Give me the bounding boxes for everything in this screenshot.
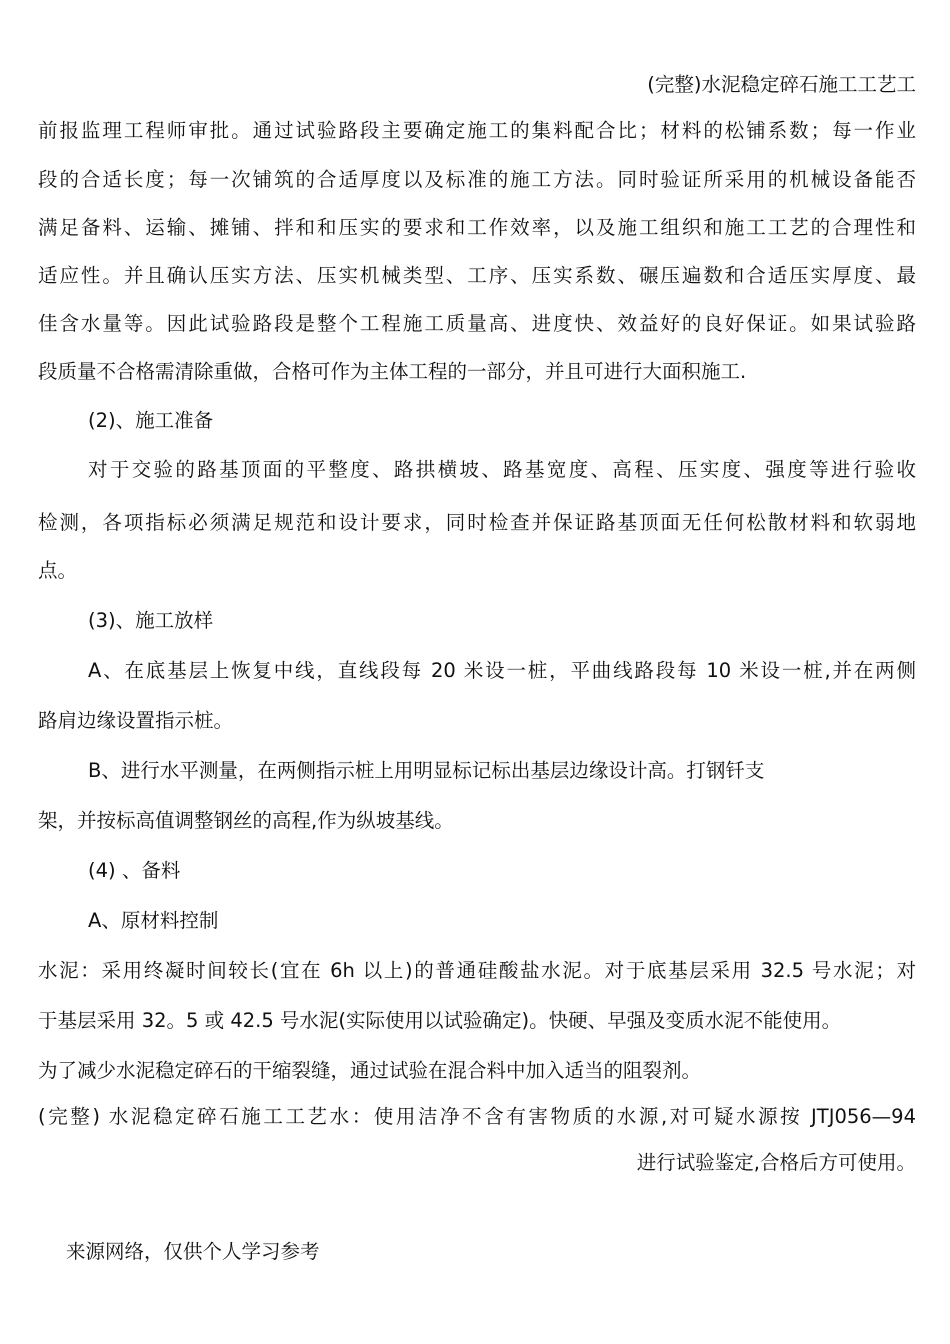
- paragraph-line: 前报监理工程师审批。通过试验路段主要确定施工的集料配合比；材料的松铺系数；每一作业: [38, 119, 916, 142]
- paragraph-line: B、进行水平测量，在两侧指示桩上用明显标记标出基层边缘设计高。打钢钎支: [88, 759, 765, 782]
- paragraph-line: 佳含水量等。因此试验路段是整个工程施工质量高、进度快、效益好的良好保证。如果试验路: [38, 312, 916, 335]
- paragraph-line: (完整) 水泥稳定碎石施工工艺水：使用洁净不含有害物质的水源,对可疑水源按 JTJ056—94: [38, 1105, 916, 1128]
- paragraph-line: 于基层采用 32。5 或 42.5 号水泥(实际使用以试验确定)。快硬、早强及变质水泥不能使用。: [38, 1009, 842, 1032]
- paragraph-line: 架，并按标高值调整钢丝的高程,作为纵坡基线。: [38, 809, 454, 832]
- section-heading: (3)、施工放样: [88, 609, 214, 632]
- section-heading: (4) 、备料: [88, 859, 181, 882]
- paragraph-line: 段质量不合格需清除重做，合格可作为主体工程的一部分，并且可进行大面积施工.: [38, 360, 747, 383]
- paragraph-line: 检测，各项指标必须满足规范和设计要求，同时检查并保证路基顶面无任何松散材料和软弱地: [38, 511, 916, 534]
- paragraph-line: 水泥：采用终凝时间较长(宜在 6h 以上)的普通硅酸盐水泥。对于底基层采用 32.5 号水泥；对: [38, 959, 916, 982]
- footer-note: 来源网络，仅供个人学习参考: [66, 1240, 320, 1263]
- subsection-heading: A、原材料控制: [88, 909, 219, 932]
- paragraph-line: 为了减少水泥稳定碎石的干缩裂缝，通过试验在混合料中加入适当的阻裂剂。: [38, 1059, 702, 1082]
- paragraph-line: 适应性。并且确认压实方法、压实机械类型、工序、压实系数、碾压遍数和合适压实厚度、最: [38, 264, 916, 287]
- paragraph-line: 段的合适长度；每一次铺筑的合适厚度以及标准的施工方法。同时验证所采用的机械设备能否: [38, 168, 916, 191]
- page-header-title: (完整)水泥稳定碎石施工工艺工: [647, 73, 916, 96]
- paragraph-line: 满足备料、运输、摊铺、拌和和压实的要求和工作效率，以及施工组织和施工工艺的合理性和: [38, 216, 916, 239]
- paragraph-line: A、在底基层上恢复中线，直线段每 20 米设一桩，平曲线路段每 10 米设一桩,并在两侧: [88, 659, 916, 682]
- section-heading: (2)、施工准备: [88, 409, 214, 432]
- paragraph-line: 路肩边缘设置指示桩。: [38, 709, 234, 732]
- paragraph-line: 点。: [38, 559, 78, 582]
- paragraph-line: 进行试验鉴定,合格后方可使用。: [636, 1151, 916, 1174]
- paragraph-line: 对于交验的路基顶面的平整度、路拱横坡、路基宽度、高程、压实度、强度等进行验收: [88, 458, 916, 481]
